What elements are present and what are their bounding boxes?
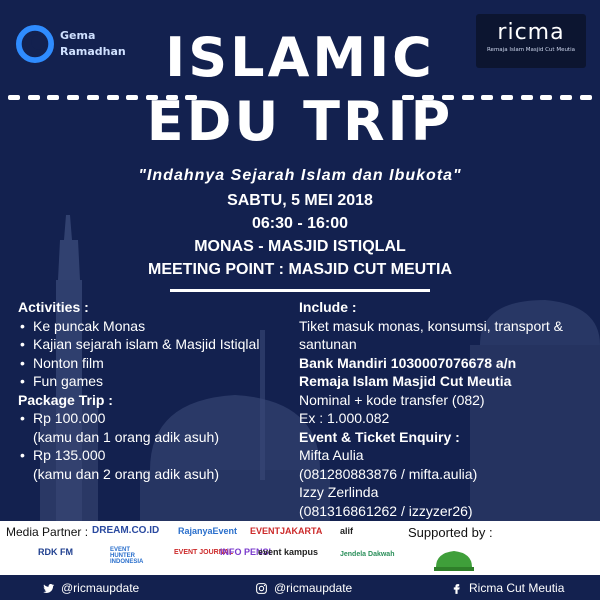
package-price: • Rp 135.000 bbox=[18, 446, 293, 465]
instagram-handle[interactable] bbox=[255, 581, 352, 595]
transfer-note: Nominal + kode transfer (082) bbox=[299, 391, 485, 408]
bank-account-name: Remaja Islam Masjid Cut Meutia bbox=[299, 373, 512, 389]
instagram-handle-text: @ricmaupdate bbox=[274, 581, 353, 595]
package-price: • Rp 100.000 bbox=[18, 409, 293, 428]
event-tagline: "Indahnya Sejarah Islam dan Ibukota" bbox=[138, 167, 462, 184]
partner-logo: DREAM.CO.ID bbox=[92, 525, 160, 536]
instagram-icon bbox=[255, 582, 268, 595]
include-heading: Include : bbox=[299, 299, 357, 315]
enquiry-heading: Event & Ticket Enquiry : bbox=[299, 428, 460, 445]
activity-item: • Ke puncak Monas bbox=[18, 317, 293, 336]
activities-package-column bbox=[18, 298, 293, 483]
partner-logo: RDK FM bbox=[38, 547, 73, 557]
partners-strip bbox=[0, 521, 600, 575]
package-list bbox=[18, 409, 293, 483]
supported-by-label: Supported by : bbox=[408, 525, 493, 540]
contact-detail: (081280883876 / mifta.aulia) bbox=[299, 465, 478, 482]
twitter-handle[interactable] bbox=[42, 581, 139, 595]
partner-logo: alif bbox=[340, 526, 354, 536]
package-heading: Package Trip : bbox=[18, 391, 113, 408]
facebook-page-text: Ricma Cut Meutia bbox=[469, 581, 565, 595]
bank-account: Bank Mandiri 1030007076678 a/n bbox=[299, 354, 517, 371]
activities-list bbox=[18, 317, 293, 391]
activity-item: • Kajian sejarah islam & Masjid Istiqlal bbox=[18, 335, 293, 354]
facebook-icon bbox=[450, 582, 463, 595]
include-text: Tiket masuk monas, konsumsi, transport & santunan bbox=[299, 317, 564, 352]
package-note: (kamu dan 2 orang adik asuh) bbox=[33, 465, 219, 482]
logo-left-line2: Ramadhan bbox=[60, 45, 126, 58]
supporter-mosque-icon bbox=[430, 543, 478, 573]
ricma-logo-text: ricma bbox=[497, 20, 565, 45]
footer bbox=[0, 575, 600, 600]
partner-logo: event kampus bbox=[258, 547, 319, 557]
partner-logo: EVENTJAKARTA bbox=[250, 526, 323, 536]
partner-logo: INFO PENSI bbox=[220, 547, 272, 557]
event-route: MONAS - MASJID ISTIQLAL bbox=[194, 238, 406, 255]
divider bbox=[170, 289, 430, 292]
facebook-page[interactable] bbox=[450, 581, 564, 595]
title-line2: EDU TRIP bbox=[146, 90, 454, 153]
partner-logo: RajanyaEvent bbox=[178, 526, 238, 536]
contact-name: Izzy Zerlinda bbox=[299, 484, 379, 500]
package-note: (kamu dan 1 orang adik asuh) bbox=[33, 428, 219, 445]
media-partner-label: Media Partner : bbox=[6, 525, 89, 539]
logo-left-line1: Gema bbox=[60, 29, 96, 42]
title-line1: ISLAMIC bbox=[165, 26, 435, 89]
contact-detail: (081316861262 / izzyzer26) bbox=[299, 502, 473, 519]
event-time: 06:30 - 16:00 bbox=[251, 215, 349, 232]
partner-logo: EVENT HUNTER INDONESIA bbox=[110, 547, 144, 565]
partner-logo: Jendela Dakwah bbox=[340, 551, 395, 558]
contact-name: Mifta Aulia bbox=[299, 447, 364, 463]
event-date: SABTU, 5 MEI 2018 bbox=[227, 192, 373, 209]
activities-heading: Activities : bbox=[18, 299, 89, 315]
include-enquiry-column bbox=[299, 298, 591, 520]
partner-logo: EVENT JOURNAL bbox=[174, 549, 234, 556]
activity-item: • Fun games bbox=[18, 372, 293, 391]
activity-item: • Nonton film bbox=[18, 354, 293, 373]
twitter-handle-text: @ricmaupdate bbox=[61, 581, 140, 595]
transfer-example: Ex : 1.000.082 bbox=[299, 410, 390, 426]
event-meeting-point: MEETING POINT : MASJID CUT MEUTIA bbox=[148, 261, 452, 278]
ricma-logo-subtitle: Remaja Islam Masjid Cut Meutia bbox=[486, 47, 575, 53]
twitter-icon bbox=[42, 582, 55, 595]
